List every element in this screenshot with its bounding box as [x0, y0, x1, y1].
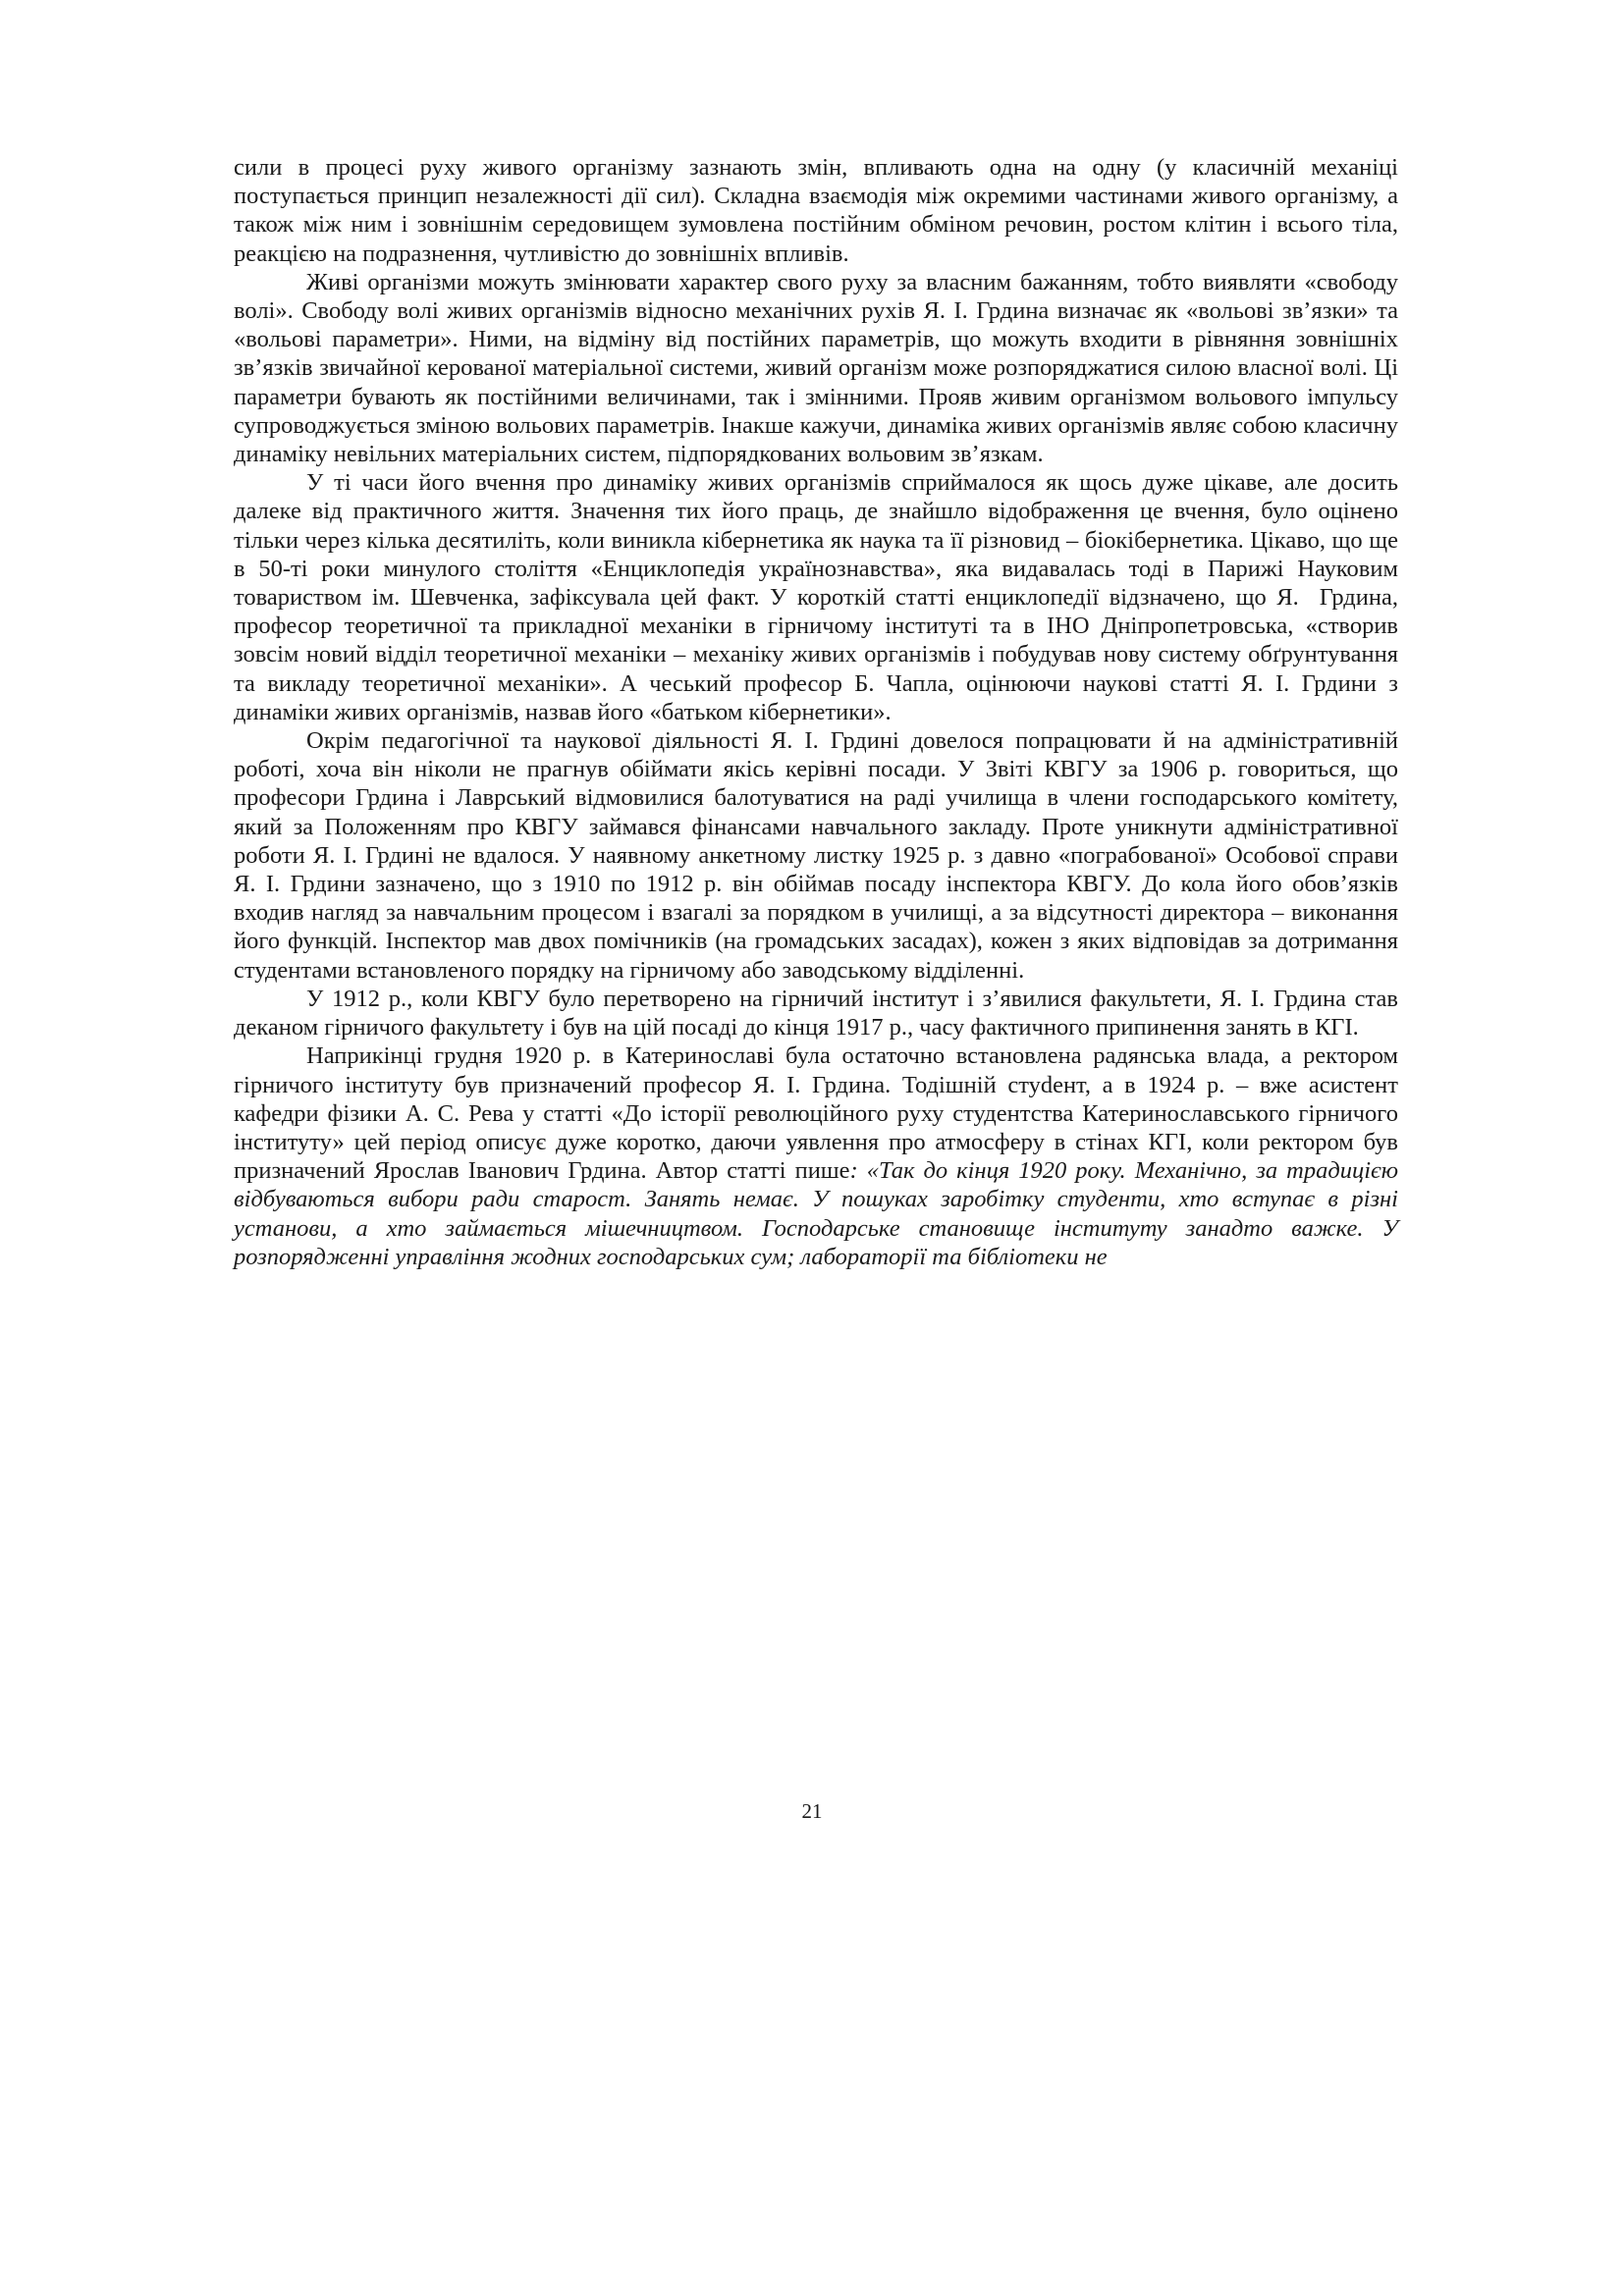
- paragraph-5: У 1912 р., коли КВГУ було перетворено на гірничий інститут і з’явилися факультети, Я. І. Грдина став деканом гірничого факультету і був на цій посаді до кінця 1917 р., часу фактичного припинення занять в КГІ.: [234, 985, 1398, 1041]
- page-number: 21: [801, 1799, 823, 1823]
- paragraph-6-text: Наприкінці грудня 1920 р. в Катеринославі була остаточно встановлена радянська влада, а ректором гірничого інституту був призначений професор Я. І. Грдина. Тодішній стуdент, а в 1924 р. – вже асистент кафедри фізики А. С. Рева у статті «До історії революційного руху студентства Катеринославського гірничого інституту» цей період описує дуже коротко, даючи уявлення про атмосферу в стінах КГІ, коли ректором був призначений Ярослав Іванович Грдина. Автор статті пише: [234, 1042, 1398, 1185]
- paragraph-6: [234, 1041, 1398, 1271]
- document-body: [234, 153, 1398, 1271]
- paragraph-2: Живі організми можуть змінювати характер свого руху за власним бажанням, тобто виявляти «свободу волі». Свободу волі живих організмів відносно механічних рухів Я. І. Грдина визначає як «вольові зв’язки» та «вольові параметри». Ними, на відміну від постійних параметрів, що можуть входити в рівняння зовнішніх зв’язків звичайної керованої матеріальної системи, живий організм може розпоряджатися силою власної волі. Ці параметри бувають як постійними величинами, так і змінними. Прояв живим організмом вольового імпульсу супроводжується зміною вольових параметрів. Інакше кажучи, динаміка живих організмів являє собою класичну динаміку невільних матеріальних систем, підпорядкованих вольовим зв’язкам.: [234, 268, 1398, 468]
- quoted-passage: : «Так до кінця 1920 року. Механічно, за традицією відбуваються вибори ради старост. Занять немає. У пошуках заробітку студенти, хто вступає в різні установи, а хто займається мішечництвом. Господарське становище інституту занадто важке. У розпорядженні управління жодних господарських сум; лабораторії та бібліотеки не: [234, 1157, 1398, 1270]
- paragraph-1: сили в процесі руху живого організму зазнають змін, впливають одна на одну (у класичній механіці поступається принцип незалежності дії сил). Складна взаємодія між окремими частинами живого організму, а також між ним і зовнішнім середовищем зумовлена постійним обміном речовин, ростом клітин і всього тіла, реакцією на подразнення, чутливістю до зовнішніх впливів.: [234, 154, 1398, 267]
- paragraph-3: У ті часи його вчення про динаміку живих організмів сприймалося як щось дуже цікаве, але досить далеке від практичного життя. Значення тих його праць, де знайшло відображення це вчення, було оцінено тільки через кілька десятиліть, коли виникла кібернетика як наука та її різновид – біокібернетика. Цікаво, що ще в 50-ті роки минулого століття «Енциклопедія українознавства», яка видавалась тоді в Парижі Науковим товариством ім. Шевченка, зафіксувала цей факт. У короткій статті енциклопедії відзначено, що Я. Грдина, професор теоретичної та прикладної механіки в гірничому інституті та в ІНО Дніпропетровська, «створив зовсім новий відділ теоретичної механіки – механіку живих організмів і побудував нову систему обґрунтування та викладу теоретичної механіки». А чеський професор Б. Чапла, оцінюючи наукові статті Я. І. Грдини з динаміки живих організмів, назвав його «батьком кібернетики».: [234, 469, 1398, 725]
- paragraph-4: Окрім педагогічної та наукової діяльності Я. І. Грдині довелося попрацювати й на адміністративній роботі, хоча він ніколи не прагнув обіймати якісь керівні посади. У Звіті КВГУ за 1906 р. говориться, що професори Грдина і Лаврський відмовилися балотуватися на раді училища в члени господарського комітету, який за Положенням про КВГУ займався фінансами навчального закладу. Проте уникнути адміністративної роботи Я. І. Грдині не вдалося. У наявному анкетному листку 1925 р. з давно «пограбованої» Особової справи Я. І. Грдини зазначено, що з 1910 по 1912 р. він обіймав посаду інспектора КВГУ. До кола його обов’язків входив нагляд за навчальним процесом і взагалі за порядком в училищі, а за відсутності директора – виконання його функцій. Інспектор мав двох помічників (на громадських засадах), кожен з яких відповідав за дотримання студентами встановленого порядку на гірничому або заводському відділенні.: [234, 727, 1398, 984]
